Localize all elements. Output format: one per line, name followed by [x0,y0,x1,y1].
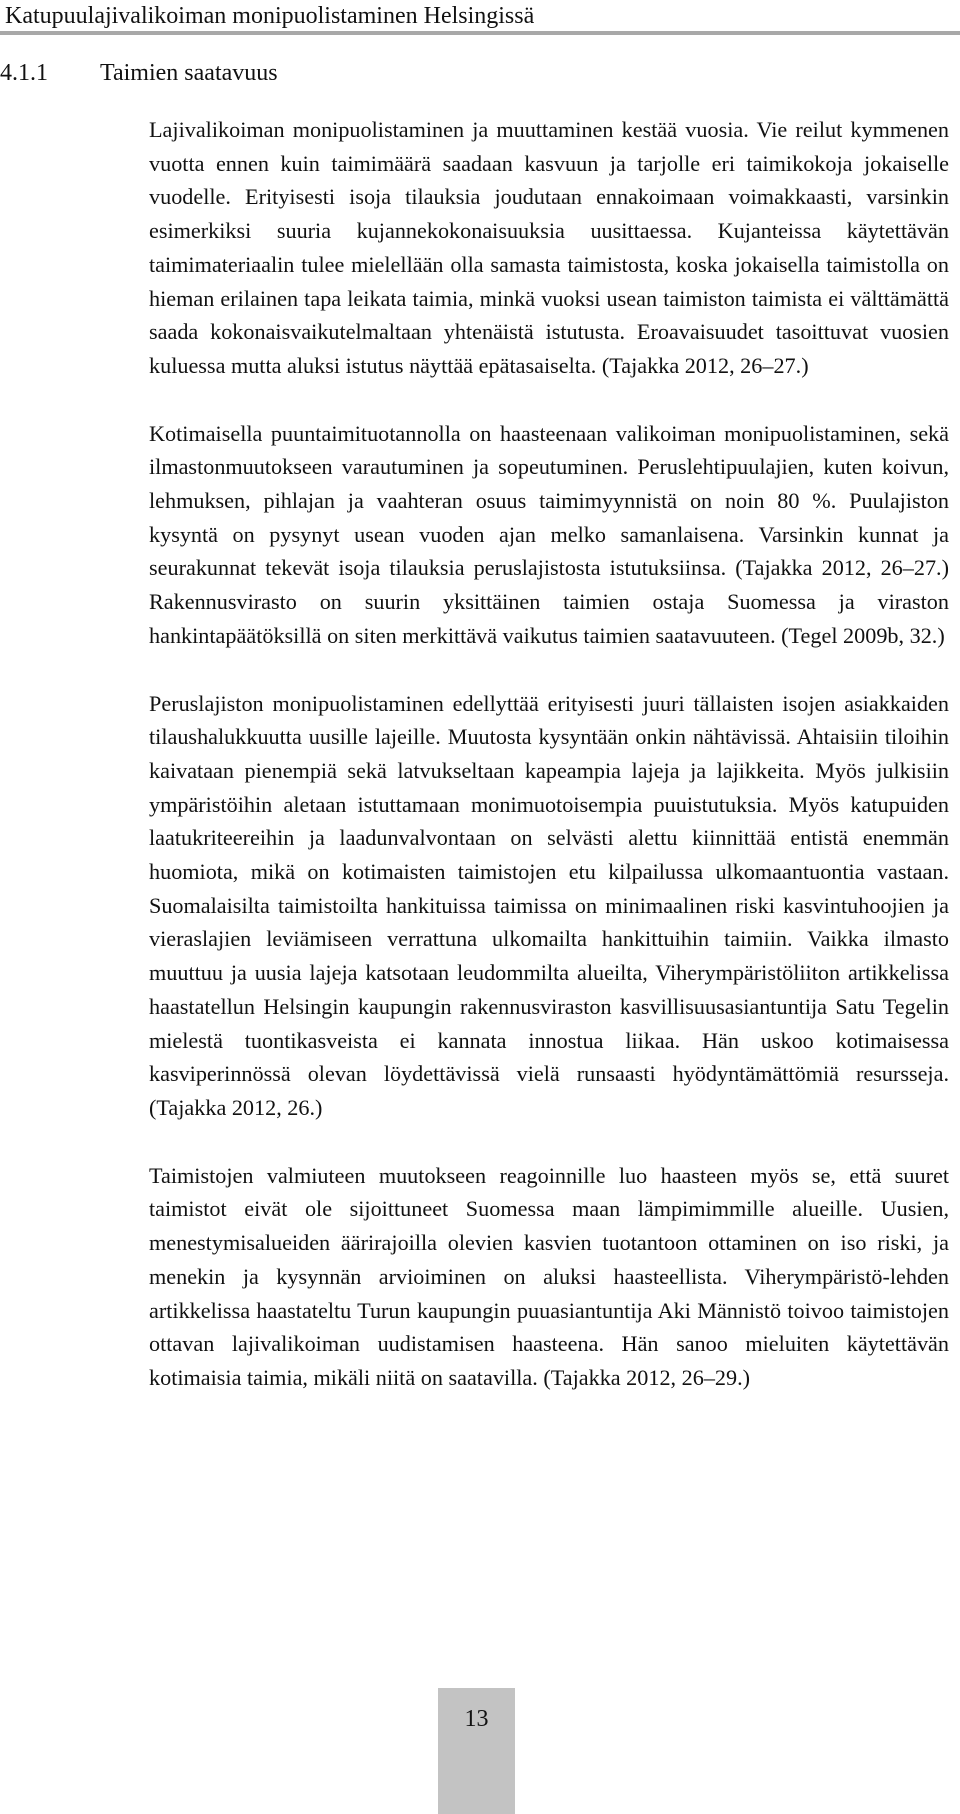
paragraph: Kotimaisella puuntaimituotannolla on haasteenaan valikoiman monipuolistaminen, sekä ilmastonmuutokseen varautuminen ja sopeutuminen. Peruslehtipuulajien, kuten koivun, lehmuksen, pihlajan ja vaahteran osuus taimimyynnistä on noin 80 %. Puulajiston kysyntä on pysynyt usean vuoden ajan melko samanlaisena. Varsinkin kunnat ja seurakunnat tekevät isoja tilauksia peruslajistosta istutuksiinsa. (Tajakka 2012, 26–27.) Rakennusvirasto on suurin yksittäinen taimien ostaja Suomessa ja viraston hankintapäätöksillä on siten merkittävä vaikutus taimien saatavuuteen. (Tegel 2009b, 32.) [149,420,949,648]
section-heading [0,58,278,88]
page-number: 13 [464,1706,489,1732]
body-text [149,113,949,1395]
paragraph: Lajivalikoiman monipuolistaminen ja muuttaminen kestää vuosia. Vie reilut kymmenen vuotta ennen kuin taimimäärä saadaan kasvuun ja tarjolle eri taimikokoja jokaiselle vuodelle. Erityisesti isoja tilauksia joudutaan ennakoimaan voimakkaasti, varsinkin esimerkiksi suuria kujannekokonaisuuksia uusittaessa. Kujanteissa käytettävän taimimateriaalin tulee mielellään olla samasta taimistosta, koska jokaisella taimistolla on hieman erilainen tapa leikata taimia, minkä vuoksi usean taimiston taimista ei välttämättä saada kokonaisvaikutelmaltaan yhtenäistä istutusta. Eroavaisuudet tasoittuvat vuosien kuluessa mutta aluksi istutus näyttää epätasaiselta. (Tajakka 2012, 26–27.) [149,117,949,378]
document-title: Katupuulajivalikoiman monipuolistaminen Helsingissä [5,3,535,29]
page-number-box [438,1688,515,1814]
running-header [0,0,960,36]
section-number: 4.1.1 [0,60,48,86]
paragraph: Peruslajiston monipuolistaminen edellyttää erityisesti juuri tällaisten isojen asiakkaiden tilaushalukkuutta uusille lajeille. Muutosta kysyntään onkin nähtävissä. Ahtaisiin tiloihin kaivataan pienempiä sekä latvukseltaan kapeampia lajeja ja lajikkeita. Myös julkisiin ympäristöihin aletaan istuttamaan monimuotoisempia puuistutuksia. Myös katupuiden laatukriteereihin ja laadunvalvontaan on selvästi alettu kiinnittää entistä enemmän huomiota, mikä on kotimaisten taimistojen etu kilpailussa ulkomaantuontia vastaan. Suomalaisilta taimistoilta hankituissa taimissa on minimaalinen riski kasvintuhoojien ja vieraslajien leviämiseen verrattuna ulkomailta hankittuihin taimiin. Vaikka ilmasto muuttuu ja uusia lajeja katsotaan leudommilta alueilta, Viherympäristöliiton artikkelissa haastatellun Helsingin kaupungin rakennusviraston kasvillisuusasiantuntija Satu Tegelin mielestä tuontikasveista ei kannata innostua liikaa. Hän uskoo kotimaisessa kasviperinnössä olevan löydettävissä vielä runsaasti hyödyntämättömiä resursseja. (Tajakka 2012, 26.) [149,690,949,1120]
paragraph: Taimistojen valmiuteen muutokseen reagoinnille luo haasteen myös se, että suuret taimistot eivät ole sijoittuneet Suomessa maan lämpimimmille alueille. Uusien, menestymisalueiden äärirajoilla olevien kasvien tuotantoon ottaminen on iso riski, ja menekin ja kysynnän arvioiminen on aluksi haasteellista. Viherympäristö-lehden artikkelissa haastateltu Turun kaupungin puuasiantuntija Aki Männistö toivoo taimistojen ottavan lajivalikoiman uudistamisen haasteena. Hän sanoo mieluiten käytettävän kotimaisia taimia, mikäli niitä on saatavilla. (Tajakka 2012, 26–29.) [149,1162,949,1390]
header-rule [0,31,960,35]
section-title: Taimien saatavuus [100,60,278,86]
